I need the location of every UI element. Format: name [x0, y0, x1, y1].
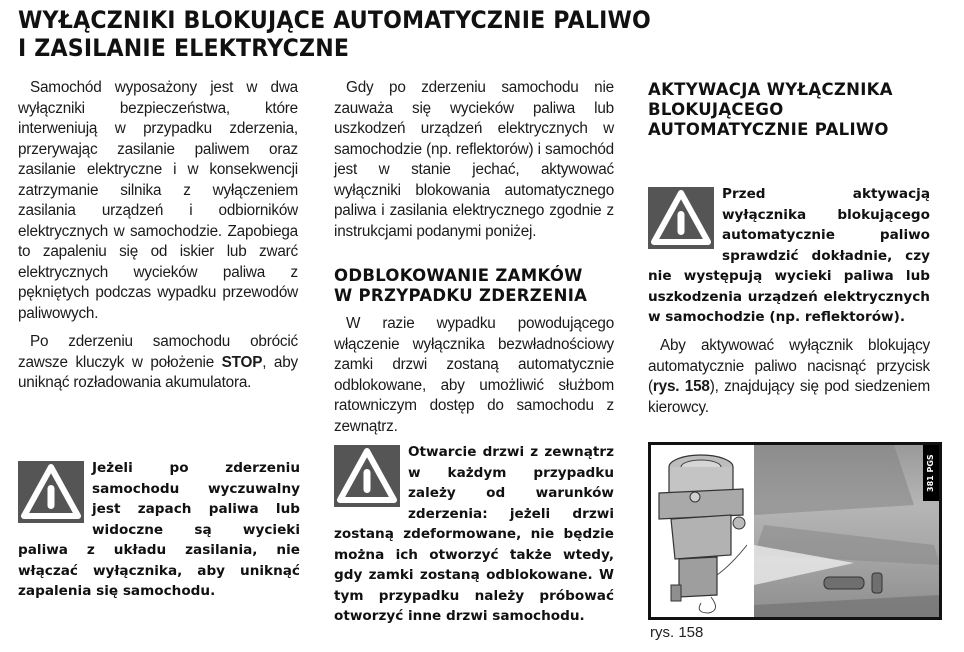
figure-caption: rys. 158: [650, 624, 704, 641]
seat-photo: [754, 445, 939, 617]
col3-paragraph: [648, 336, 930, 418]
column-1: [18, 78, 298, 394]
col1-p2-text-end: , aby uniknąć rozładowania akumulatora.: [18, 353, 298, 391]
warning-box-1: [18, 458, 300, 602]
col1-paragraph-1: Samochód wyposażony jest w dwa wyłączniki bezpieczeństwa, które interweniują w przypadku zderzenia, przerywając zasilanie paliwem oraz zasilanie elektryczne i w konsekwencji zatrzymanie silnika z wyłączeniem zasilania urządzeń i odbiorników elektrycznych w samochodzie. Zapobiega to zapaleniu się od iskier lub zwarć elektrycznych wycieków paliwa z pękniętych podczas wypadku przewodów paliwowych.: [18, 79, 298, 322]
page-title: [18, 6, 651, 62]
warning-text-1: Jeżeli po zderzeniu samochodu wyczuwalny jest zapach paliwa lub widoczne są wycieki paliwa z układu zasilania, nie włączać wyłącznika, aby uniknąć zapalenia się samochodu.: [18, 460, 300, 599]
column-2: [334, 78, 614, 437]
section-heading-unlock: [334, 266, 614, 306]
warning-text-2: Otwarcie drzwi z zewnątrz w każdym przypadku zależy od warunków zderzenia: jeżeli drzwi zostaną zdeformowane, nie będzie można ich otworzyć także wtedy, gdy zamki zostaną odblokowane. W tym przypadku należy próbować otworzyć inne drzwi samochodu.: [334, 444, 614, 624]
warning-triangle-icon: [334, 445, 400, 507]
col1-paragraph-2: [18, 332, 298, 394]
column-3-body: [648, 336, 930, 418]
col3-p-text: Aby aktywować wyłącznik blokujący automatycznie paliwo nacisnąć przycisk (: [648, 337, 930, 395]
col2-paragraph-2: W razie wypadku powodującego włączenie wyłącznika bezwładnościowy zamki drzwi zostaną automatycznie odblokowane, aby umożliwić służbom ratowniczym dostęp do samochodu z zewnątrz.: [334, 315, 614, 435]
title-line-2: I ZASILANIE ELEKTRYCZNE: [18, 34, 350, 62]
col1-p2-text: Po zderzeniu samochodu obrócić zawsze kluczyk w położenie: [18, 333, 298, 371]
stop-label: STOP: [221, 353, 263, 371]
section-heading-activation: [648, 80, 930, 140]
warning-triangle-icon: [18, 461, 84, 523]
col3-p-text-end: ), znajdujący się pod siedzeniem kierowcy.: [648, 378, 930, 416]
column-3: [648, 80, 930, 140]
warning-box-2: [334, 442, 614, 627]
figure-tag: 381 PGS: [923, 445, 939, 501]
heading-activation-line-2: BLOKUJĄCEGO: [648, 100, 784, 119]
figure-reference: rys. 158: [652, 378, 710, 395]
figure-158: [648, 442, 942, 620]
warning-box-3: [648, 184, 930, 328]
title-line-1: WYŁĄCZNIKI BLOKUJĄCE AUTOMATYCZNIE PALIWO: [18, 6, 652, 34]
col2-paragraph-1: Gdy po zderzeniu samochodu nie zauważa się wycieków paliwa lub uszkodzeń urządzeń elektrycznych w samochodzie (np. reflektorów) i samochód jest w stanie jechać, aktywować wyłączniki blokowania automatycznego paliwa i zasilania elektrycznego zgodnie z instrukcjami podanymi poniżej.: [334, 79, 614, 240]
warning-text-3: Przed aktywacją wyłącznika blokującego automatycznie paliwo sprawdzić dokładnie, czy nie występują wycieki paliwa lub uszkodzenia urządzeń elektrycznych w samochodzie (np. reflektorów).: [648, 186, 930, 325]
switch-illustration: [651, 445, 753, 617]
heading-activation-line-3: AUTOMATYCZNIE PALIWO: [648, 120, 889, 139]
heading-activation-line-1: AKTYWACJA WYŁĄCZNIKA: [648, 80, 893, 99]
heading-unlock-line-2: W PRZYPADKU ZDERZENIA: [334, 286, 588, 305]
heading-unlock-line-1: ODBLOKOWANIE ZAMKÓW: [334, 266, 583, 285]
warning-triangle-icon: [648, 187, 714, 249]
